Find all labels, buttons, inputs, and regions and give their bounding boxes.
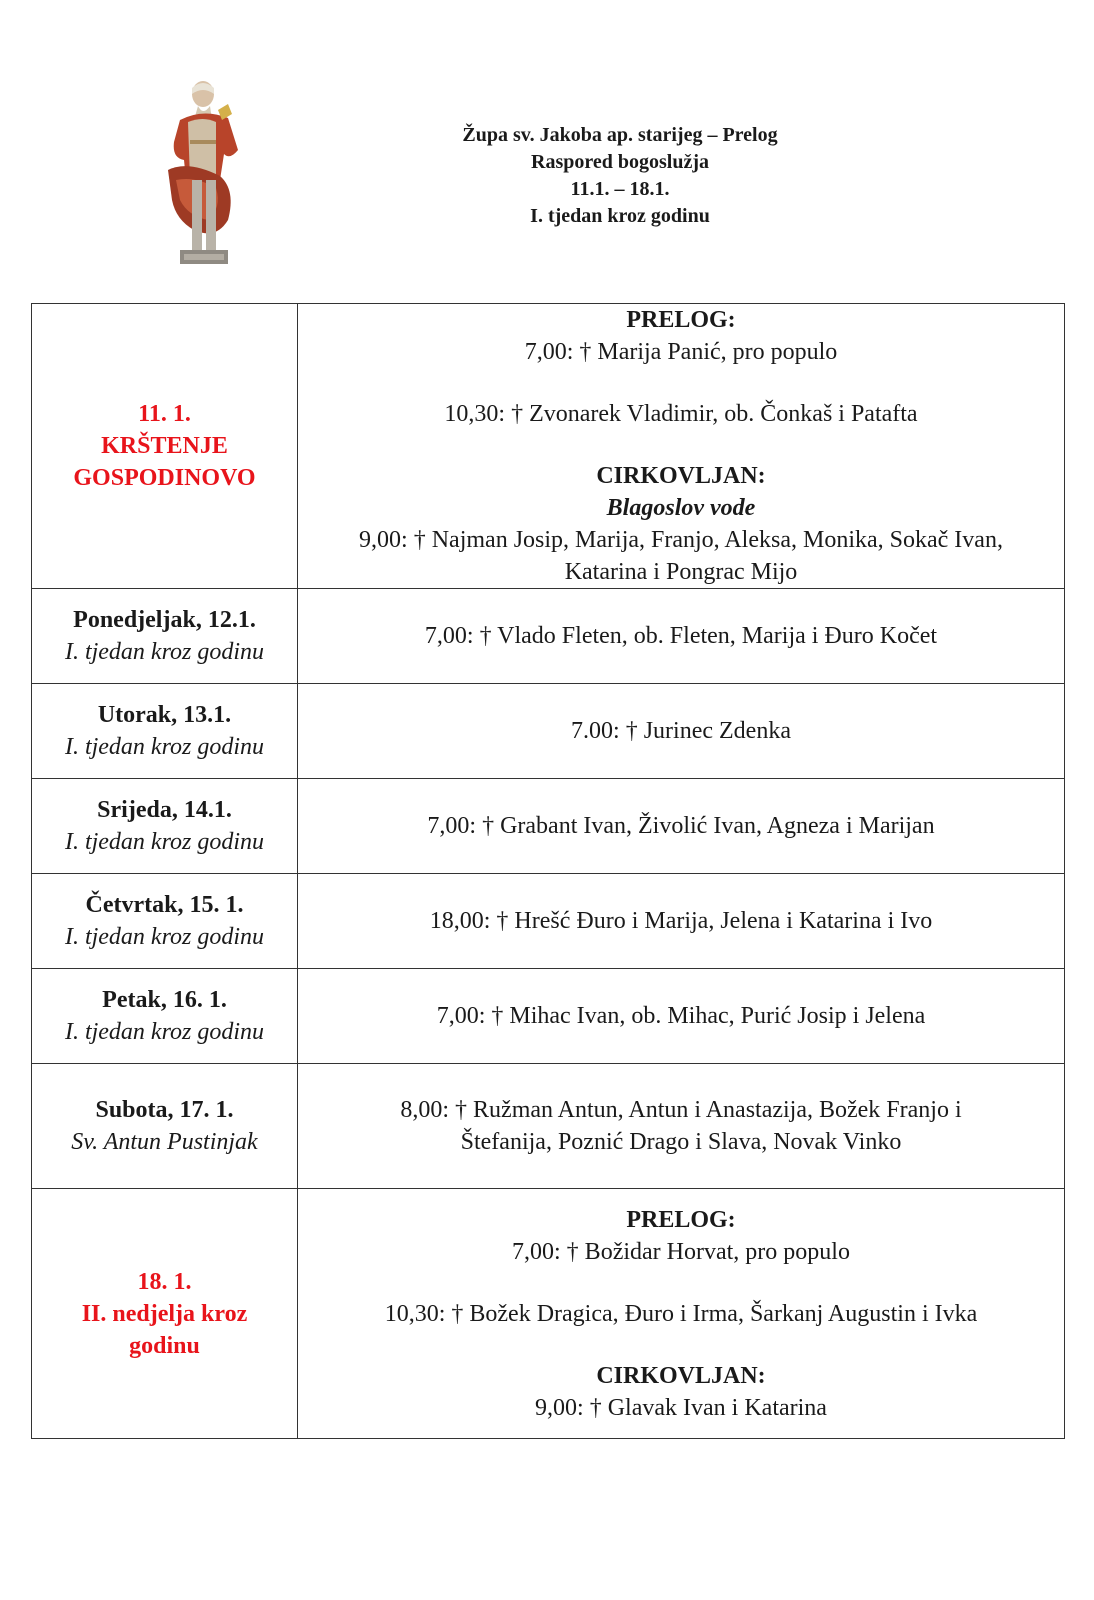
schedule-title: Raspored bogoslužja [531, 151, 709, 173]
mass-intention: Štefanija, Poznić Drago i Slava, Novak Vinko [460, 1129, 902, 1155]
day-cell [32, 1064, 298, 1189]
day-cell [32, 779, 298, 874]
mass-cell [298, 589, 1065, 684]
location-heading: CIRKOVLJAN: [596, 463, 766, 489]
feast-date: 11. 1. [138, 401, 191, 427]
mass-cell [298, 969, 1065, 1064]
table-row [32, 589, 1065, 684]
day-name: Subota, 17. 1. [95, 1097, 234, 1123]
day-subtitle: I. tjedan kroz godinu [64, 924, 265, 950]
mass-intention: 7,00: † Grabant Ivan, Živolić Ivan, Agneza i Marijan [427, 813, 935, 839]
day-name: Utorak, 13.1. [97, 702, 232, 728]
mass-cell [298, 1064, 1065, 1189]
saint-james-statue-image [158, 80, 248, 272]
day-name: Srijeda, 14.1. [97, 797, 232, 823]
day-name: Petak, 16. 1. [102, 987, 227, 1013]
mass-intention: 7,00: † Marija Panić, pro populo [524, 339, 838, 365]
mass-intention: 18,00: † Hrešć Đuro i Marija, Jelena i Katarina i Ivo [429, 908, 933, 934]
liturgical-week: I. tjedan kroz godinu [530, 205, 710, 227]
location-heading: PRELOG: [626, 307, 736, 333]
day-subtitle: I. tjedan kroz godinu [64, 1019, 265, 1045]
mass-intention: 8,00: † Ružman Antun, Antun i Anastazija, Božek Franjo i [400, 1097, 962, 1123]
mass-schedule-table [31, 303, 1065, 1439]
mass-intention: 7,00: † Vlado Fleten, ob. Fleten, Marija i Đuro Kočet [424, 623, 938, 649]
day-subtitle: Sv. Antun Pustinjak [71, 1129, 258, 1155]
mass-intention: 7,00: † Božidar Horvat, pro populo [512, 1238, 850, 1265]
mass-intention: 10,30: † Zvonarek Vladimir, ob. Čonkaš i Patafta [444, 401, 918, 427]
day-subtitle: I. tjedan kroz godinu [64, 829, 265, 855]
mass-cell [298, 684, 1065, 779]
day-name: Ponedjeljak, 12.1. [73, 607, 256, 633]
feast-date: 18. 1. [137, 1268, 192, 1295]
feast-title-line: godinu [129, 1332, 200, 1359]
day-cell [32, 684, 298, 779]
parish-header [400, 122, 840, 230]
day-cell [32, 1189, 298, 1439]
day-cell [32, 874, 298, 969]
table-row [32, 874, 1065, 969]
mass-intention: Katarina i Pongrac Mijo [564, 559, 798, 585]
day-subtitle: I. tjedan kroz godinu [64, 734, 265, 760]
mass-intention: 7.00: † Jurinec Zdenka [571, 718, 791, 744]
day-cell [32, 589, 298, 684]
mass-intention: 7,00: † Mihac Ivan, ob. Mihac, Purić Josip i Jelena [436, 1003, 926, 1029]
table-row [32, 1064, 1065, 1189]
table-row [32, 684, 1065, 779]
day-cell [32, 969, 298, 1064]
table-row [32, 969, 1065, 1064]
feast-title-line: II. nedjelja kroz [81, 1300, 248, 1327]
location-heading: CIRKOVLJAN: [596, 1362, 766, 1389]
mass-intention: 9,00: † Glavak Ivan i Katarina [535, 1394, 827, 1421]
mass-cell [298, 779, 1065, 874]
day-subtitle: I. tjedan kroz godinu [64, 639, 265, 665]
mass-intention: 10,30: † Božek Dragica, Đuro i Irma, Šarkanj Augustin i Ivka [384, 1300, 978, 1327]
table-row [32, 304, 1065, 589]
feast-title-line: GOSPODINOVO [73, 465, 256, 491]
table-row [32, 779, 1065, 874]
blessing-note: Blagoslov vode [606, 495, 756, 521]
day-name: Četvrtak, 15. 1. [85, 892, 244, 918]
location-heading: PRELOG: [626, 1206, 736, 1233]
mass-cell [298, 1189, 1065, 1439]
parish-name: Župa sv. Jakoba ap. starijeg – Prelog [462, 124, 778, 146]
date-range: 11.1. – 18.1. [570, 178, 670, 200]
feast-title-line: KRŠTENJE [101, 433, 228, 459]
mass-cell [298, 874, 1065, 969]
mass-intention: 9,00: † Najman Josip, Marija, Franjo, Aleksa, Monika, Sokač Ivan, [359, 527, 1003, 553]
mass-cell [298, 304, 1065, 589]
day-cell [32, 304, 298, 589]
table-row [32, 1189, 1065, 1439]
